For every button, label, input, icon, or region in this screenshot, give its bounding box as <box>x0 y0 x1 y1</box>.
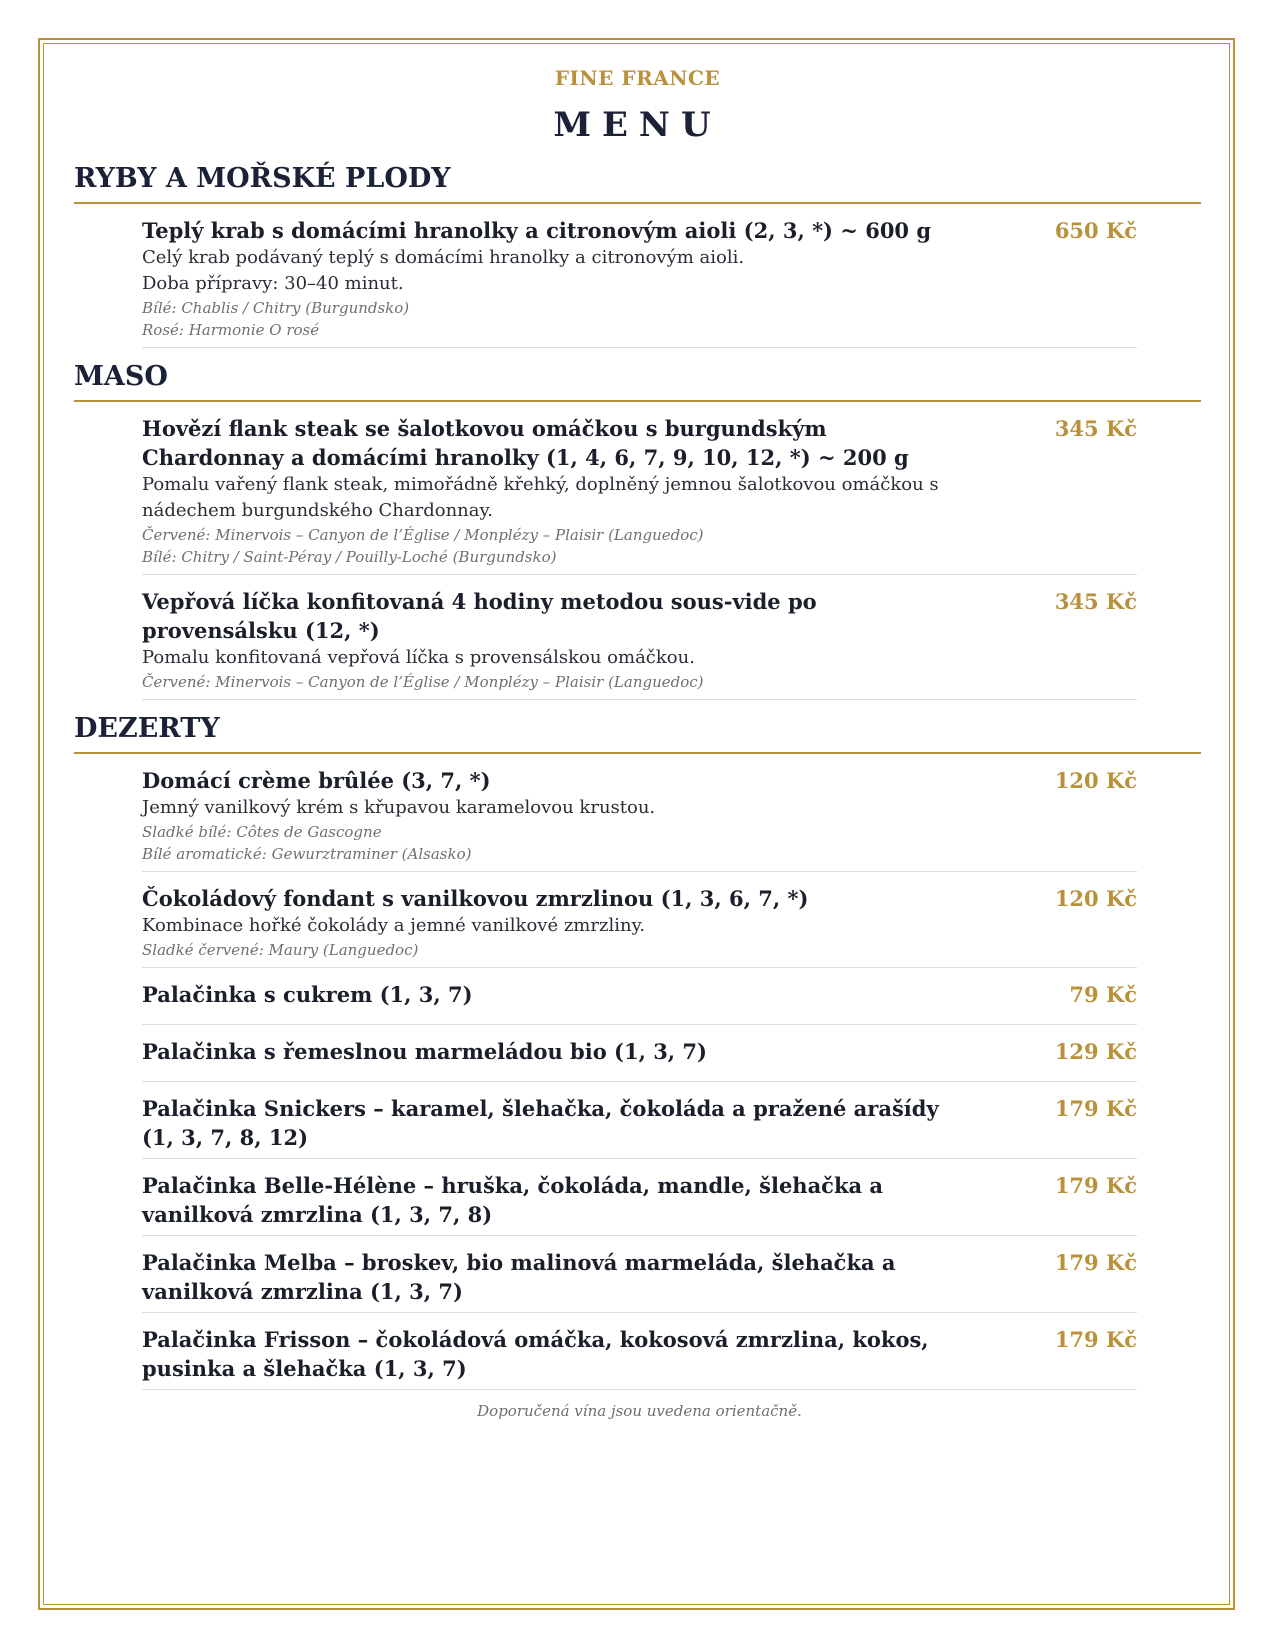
section-items <box>142 204 1137 348</box>
menu-item-price: 120 Kč <box>1054 768 1137 793</box>
menu-item <box>142 1082 1137 1159</box>
menu-item <box>142 872 1137 968</box>
menu-item-description: Kombinace hořké čokolády a jemné vanilkové zmrzliny. <box>142 915 646 936</box>
menu-item-details <box>142 587 972 693</box>
menu-title: MENU <box>553 105 722 145</box>
wine-pairing: Sladké bílé: Côtes de Gascogne <box>142 823 382 841</box>
menu-item <box>142 1025 1137 1082</box>
menu-item-name: Palačinka s řemeslnou marmeládou bio (1, 3, 7) <box>142 1039 707 1064</box>
menu-item <box>142 754 1137 872</box>
footnote: Doporučená vína jsou uvedena orientačně. <box>477 1402 802 1420</box>
menu-sections <box>74 150 1201 1390</box>
menu-item-details <box>142 980 972 1018</box>
menu-item-name: Teplý krab s domácími hranolky a citronovým aioli (2, 3, *) ~ 600 g <box>142 218 932 243</box>
menu-item <box>142 402 1137 575</box>
menu-item-description: Celý krab podávaný teplý s domácími hranolky a citronovým aioli. <box>142 247 745 268</box>
menu-item <box>142 1313 1137 1390</box>
menu-item-name: Hovězí flank steak se šalotkovou omáčkou s burgundským Chardonnay a domácími hranolky (1, 4, 6, 7, 9, 10, 12, *) ~ 200 g <box>142 416 909 470</box>
menu-item-details <box>142 1248 972 1306</box>
menu-item-price: 345 Kč <box>1054 589 1137 614</box>
menu-item-price: 179 Kč <box>1054 1173 1137 1198</box>
menu-item-details <box>142 884 972 961</box>
menu-item-description: Jemný vanilkový krém s křupavou karamelovou krustou. <box>142 797 656 818</box>
menu-item-name: Vepřová líčka konfitovaná 4 hodiny metodou sous-vide po provensálsku (12, *) <box>142 589 817 643</box>
menu-item-details <box>142 414 972 568</box>
menu-item-name: Palačinka Belle-Hélène – hruška, čokoláda, mandle, šlehačka a vanilková zmrzlina (1, 3, 7, 8) <box>142 1173 884 1227</box>
wine-pairing: Rosé: Harmonie O rosé <box>142 321 320 339</box>
menu-page <box>74 64 1201 1420</box>
menu-item-price: 179 Kč <box>1054 1327 1137 1352</box>
menu-item-description: Pomalu vařený flank steak, mimořádně křehký, doplněný jemnou šalotkovou omáčkou s nádechem burgundského Chardonnay. <box>142 474 939 521</box>
wine-pairing: Bílé: Chitry / Saint-Péray / Pouilly-Loché (Burgundsko) <box>142 548 557 566</box>
menu-item-name: Palačinka Frisson – čokoládová omáčka, kokosová zmrzlina, kokos, pusinka a šlehačka (1, 3, 7) <box>142 1327 929 1381</box>
menu-item-details <box>142 1171 972 1229</box>
section-title: DEZERTY <box>74 700 1201 754</box>
menu-item-details <box>142 1037 972 1075</box>
menu-item-description: Doba přípravy: 30–40 minut. <box>142 273 404 294</box>
menu-item-name: Domácí crème brûlée (3, 7, *) <box>142 768 491 793</box>
menu-item-price: 345 Kč <box>1054 416 1137 441</box>
menu-item <box>142 968 1137 1025</box>
menu-item-price: 179 Kč <box>1054 1250 1137 1275</box>
menu-item <box>142 1236 1137 1313</box>
menu-item <box>142 204 1137 348</box>
menu-item <box>142 575 1137 700</box>
menu-item-details <box>142 766 972 865</box>
menu-item-name: Palačinka Melba – broskev, bio malinová marmeláda, šlehačka a vanilková zmrzlina (1, 3, 7) <box>142 1250 896 1304</box>
menu-item-name: Čokoládový fondant s vanilkovou zmrzlinou (1, 3, 6, 7, *) <box>142 886 809 911</box>
menu-item-description: Pomalu konfitovaná vepřová líčka s provensálskou omáčkou. <box>142 647 695 668</box>
menu-item-details <box>142 216 972 341</box>
section-title: RYBY A MOŘSKÉ PLODY <box>74 150 1201 204</box>
menu-item-details <box>142 1094 972 1152</box>
menu-item-details <box>142 1325 972 1383</box>
section-title: MASO <box>74 348 1201 402</box>
wine-pairing: Bílé: Chablis / Chitry (Burgundsko) <box>142 299 410 317</box>
menu-item-price: 79 Kč <box>1069 982 1137 1007</box>
menu-item-name: Palačinka Snickers – karamel, šlehačka, čokoláda a pražené arašídy (1, 3, 7, 8, 12) <box>142 1096 939 1150</box>
menu-item <box>142 1159 1137 1236</box>
menu-item-price: 120 Kč <box>1054 886 1137 911</box>
wine-pairing: Červené: Minervois – Canyon de l’Église / Monplézy – Plaisir (Languedoc) <box>142 526 704 544</box>
menu-item-name: Palačinka s cukrem (1, 3, 7) <box>142 982 473 1007</box>
brand-name: FINE FRANCE <box>554 66 721 90</box>
section-items <box>142 754 1137 1390</box>
wine-pairing: Sladké červené: Maury (Languedoc) <box>142 941 419 959</box>
menu-item-price: 179 Kč <box>1054 1096 1137 1121</box>
wine-pairing: Bílé aromatické: Gewurztraminer (Alsasko) <box>142 845 472 863</box>
section-items <box>142 402 1137 700</box>
menu-item-price: 650 Kč <box>1054 218 1137 243</box>
wine-pairing: Červené: Minervois – Canyon de l’Église / Monplézy – Plaisir (Languedoc) <box>142 673 704 691</box>
menu-item-price: 129 Kč <box>1054 1039 1137 1064</box>
